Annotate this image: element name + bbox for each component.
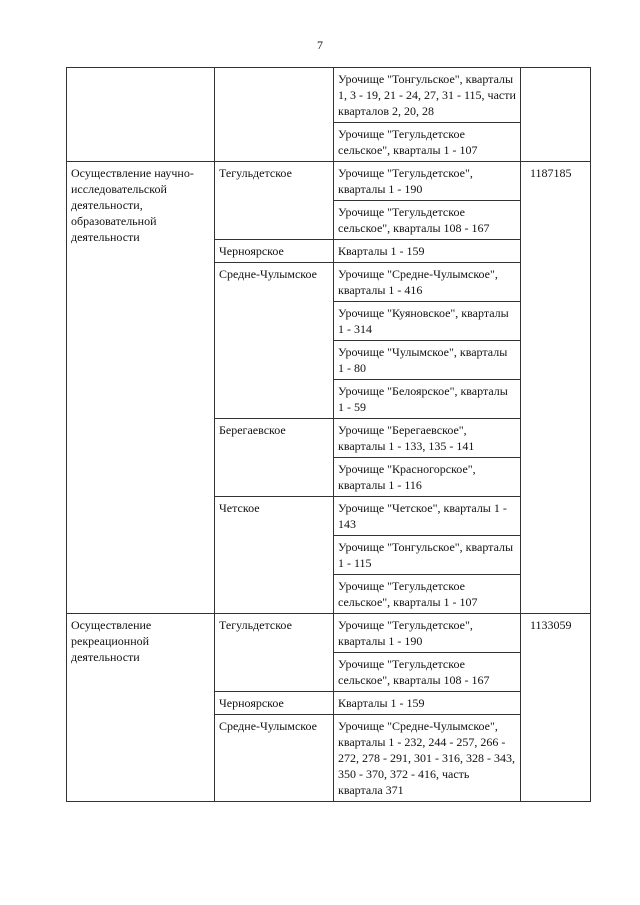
tract-cell: Урочище "Средне-Чулымское", кварталы 1 - 416 bbox=[334, 263, 521, 302]
tract-cell: Урочище "Тегульдетское сельское", кварталы 1 - 107 bbox=[334, 123, 521, 162]
forestry-cell: Черноярское bbox=[215, 240, 334, 263]
forestry-cell: Средне-Чулымское bbox=[215, 263, 334, 419]
activity-cell: Осуществление научно-исследовательской деятельности, образовательной деятельности bbox=[67, 162, 215, 614]
tract-cell: Кварталы 1 - 159 bbox=[334, 692, 521, 715]
zones-table bbox=[66, 67, 591, 802]
tract-cell: Урочище "Белоярское", кварталы 1 - 59 bbox=[334, 380, 521, 419]
forestry-cell: Черноярское bbox=[215, 692, 334, 715]
area-cell: 1133059 bbox=[521, 614, 591, 802]
tract-cell: Урочище "Тегульдетское сельское", кварталы 1 - 107 bbox=[334, 575, 521, 614]
tract-cell: Урочище "Тегульдетское", кварталы 1 - 190 bbox=[334, 162, 521, 201]
forestry-cell: Средне-Чулымское bbox=[215, 715, 334, 802]
activity-cell bbox=[67, 68, 215, 162]
tract-cell: Урочище "Берегаевское", кварталы 1 - 133, 135 - 141 bbox=[334, 419, 521, 458]
table-row bbox=[67, 162, 591, 201]
tract-cell: Урочище "Тегульдетское сельское", кварталы 108 - 167 bbox=[334, 201, 521, 240]
tract-cell: Урочище "Куяновское", кварталы 1 - 314 bbox=[334, 302, 521, 341]
tract-cell: Урочище "Чулымское", кварталы 1 - 80 bbox=[334, 341, 521, 380]
forestry-cell bbox=[215, 68, 334, 162]
forestry-cell: Тегульдетское bbox=[215, 614, 334, 692]
page-number: 7 bbox=[317, 38, 323, 52]
activity-cell: Осуществление рекреационной деятельности bbox=[67, 614, 215, 802]
area-cell: 1187185 bbox=[521, 162, 591, 614]
tract-cell: Урочище "Тонгульское", кварталы 1, 3 - 19, 21 - 24, 27, 31 - 115, части кварталов 2, 20, 28 bbox=[334, 68, 521, 123]
table-row bbox=[67, 68, 591, 123]
tract-cell: Урочище "Четское", кварталы 1 - 143 bbox=[334, 497, 521, 536]
tract-cell: Урочище "Средне-Чулымское", кварталы 1 - 232, 244 - 257, 266 - 272, 278 - 291, 301 - 316, 328 - 343, 350 - 370, 372 - 416, часть квартала 371 bbox=[334, 715, 521, 802]
tract-cell: Кварталы 1 - 159 bbox=[334, 240, 521, 263]
tract-cell: Урочище "Тегульдетское", кварталы 1 - 190 bbox=[334, 614, 521, 653]
area-cell bbox=[521, 68, 591, 162]
tract-cell: Урочище "Тегульдетское сельское", кварталы 108 - 167 bbox=[334, 653, 521, 692]
table-row bbox=[67, 614, 591, 653]
forestry-cell: Тегульдетское bbox=[215, 162, 334, 240]
tract-cell: Урочище "Тонгульское", кварталы 1 - 115 bbox=[334, 536, 521, 575]
forestry-cell: Четское bbox=[215, 497, 334, 614]
forestry-cell: Берегаевское bbox=[215, 419, 334, 497]
tract-cell: Урочище "Красногорское", кварталы 1 - 116 bbox=[334, 458, 521, 497]
